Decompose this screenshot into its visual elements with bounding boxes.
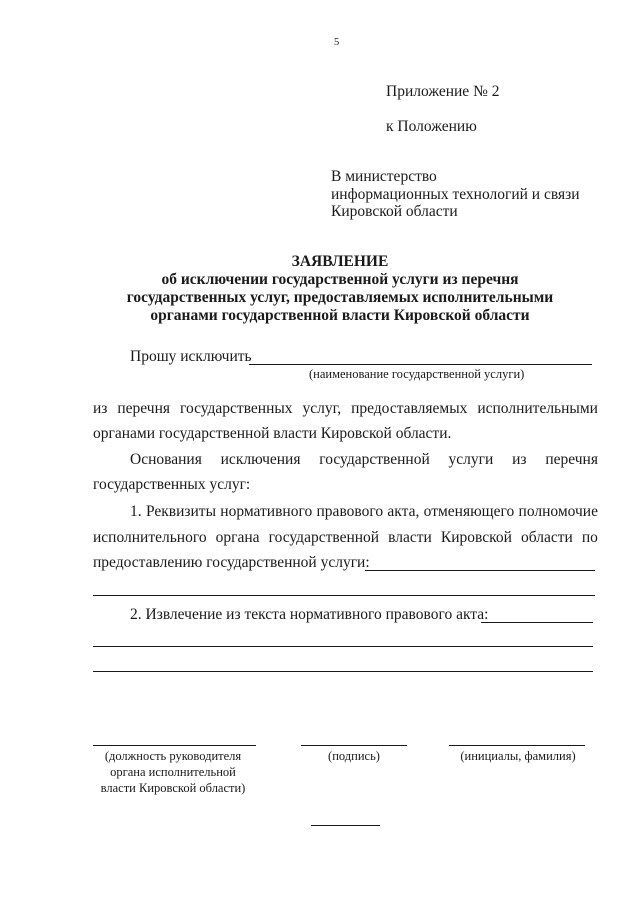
word: нормативного	[220, 503, 313, 520]
word: органа	[215, 529, 260, 546]
word: исполнительными	[477, 400, 598, 417]
heading-line-1: об исключении государственной услуги из перечня	[161, 271, 519, 288]
word: государственных	[179, 400, 293, 417]
position-caption-line-1: (должность руководителя	[104, 749, 242, 763]
initials-signature-line[interactable]	[449, 745, 585, 746]
item-1-line-2	[93, 529, 598, 547]
item-1-field-1[interactable]	[365, 570, 595, 571]
addressee-line-3: Кировской области	[331, 203, 458, 220]
item-1-line-3: предоставлению государственной услуги:	[93, 554, 370, 571]
item-2-field-2[interactable]	[93, 646, 593, 647]
word: 1.	[130, 503, 142, 520]
heading-line-3: органами государственной власти Кировской области	[150, 307, 530, 324]
signature-line[interactable]	[301, 745, 407, 746]
word: из	[93, 400, 108, 417]
heading-line-2: государственных услуг, предоставляемых исполнительными	[126, 289, 554, 306]
page-number: 5	[334, 37, 340, 48]
initials-caption: (инициалы, фамилия)	[460, 749, 576, 763]
paragraph-2-line-2: государственных услуг:	[93, 476, 251, 493]
word: власти	[388, 529, 432, 546]
item-2-field-3[interactable]	[93, 671, 593, 672]
addressee-line-2: информационных технологий и связи	[331, 186, 580, 203]
word: Реквизиты	[145, 503, 216, 520]
paragraph-1-line-2: органами государственной власти Кировской области.	[93, 425, 452, 442]
word: отменяющего	[423, 503, 515, 520]
appendix-reference: к Положению	[386, 118, 477, 135]
word: правового	[316, 503, 384, 520]
position-signature-line[interactable]	[93, 745, 256, 746]
paragraph-1-line-1	[93, 400, 598, 418]
item-1-field-2[interactable]	[93, 595, 595, 596]
signature-caption: (подпись)	[328, 749, 380, 763]
word: Кировской	[440, 529, 512, 546]
service-name-caption: (наименование государственной услуги)	[309, 367, 525, 381]
document-title: ЗАЯВЛЕНИЕ	[291, 253, 389, 270]
item-1-line-1	[130, 503, 598, 521]
end-divider	[311, 825, 380, 826]
word: предоставляемых	[351, 400, 468, 417]
appendix-title: Приложение № 2	[386, 83, 500, 100]
service-name-field[interactable]	[249, 364, 592, 365]
word: услуг,	[302, 400, 342, 417]
word: из	[512, 451, 527, 468]
word: полномочие	[518, 503, 598, 520]
word: по	[581, 529, 598, 546]
word: государственной	[319, 451, 430, 468]
addressee-line-1: В министерство	[331, 168, 437, 185]
word: государственной	[268, 529, 380, 546]
request-text: Прошу исключить	[130, 348, 252, 365]
word: области	[521, 529, 573, 546]
position-caption-line-2: органа исполнительной	[110, 765, 236, 779]
word: перечня	[117, 400, 171, 417]
word: услуги	[448, 451, 494, 468]
paragraph-2-line-1	[130, 451, 598, 469]
word: исключения	[220, 451, 301, 468]
word: акта,	[387, 503, 420, 520]
word: перечня	[545, 451, 598, 468]
item-2-field-1[interactable]	[481, 622, 593, 623]
word: Основания	[130, 451, 202, 468]
word: исполнительного	[93, 529, 207, 546]
position-caption-line-3: власти Кировской области)	[100, 781, 246, 795]
item-2-text: 2. Извлечение из текста нормативного правового акта:	[130, 606, 489, 623]
